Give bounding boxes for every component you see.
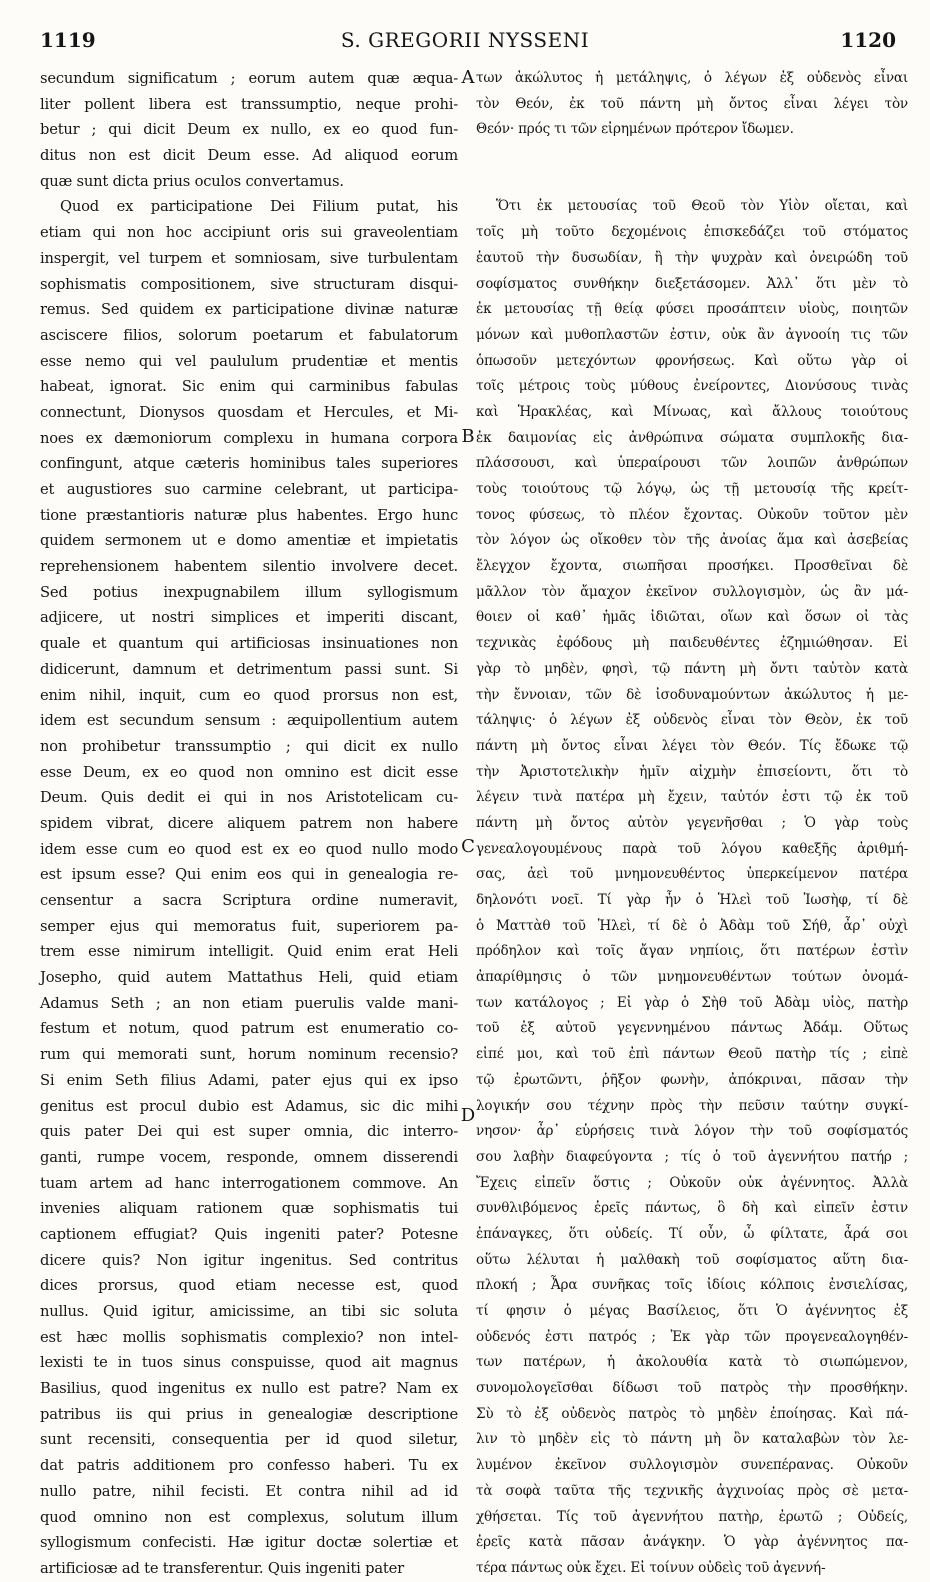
- latin-text-line: adjicere, ut nostri simplices et imperiti discant,: [40, 609, 458, 627]
- latin-text-column: [40, 66, 458, 1582]
- greek-text-line: τῷ ἐρωτῶντι, ῥῆξον φωνὴν, ἀπόκριναι, πᾶσαν τὴν: [476, 1071, 908, 1088]
- latin-text-line: est hæc mollis sophismatis complexio? non intel-: [40, 1328, 458, 1346]
- latin-text-line: est ipsum esse? Qui enim eos qui in genealogia re-: [40, 866, 458, 884]
- latin-text-line: didicerunt, damnum et detrimentum passi sunt. Si: [40, 660, 458, 678]
- greek-text-line: ἀπαρίθμησις ὁ τῶν μνημονευθέντων τούτων ὀνομά-: [476, 969, 908, 986]
- latin-text-line: tione præstantioris naturæ plus habentes. Ergo hunc: [40, 506, 458, 524]
- greek-text-line: ἐπάναγκες, ὅτι οὐδείς. Τί οὖν, ὦ φίλτατε, ἆρά σοι: [476, 1225, 908, 1242]
- latin-text-line: quale et quantum qui artificiosas insinuationes non: [40, 635, 458, 653]
- latin-text-line: rum qui memorati sunt, horum nominum recensio?: [40, 1046, 458, 1064]
- greek-text-line: οὐδενός ἐστι πατρός ; Ἐκ γὰρ τῶν προγενεαλογηθέν-: [476, 1328, 908, 1345]
- greek-text-line: Ὅτι ἐκ μετουσίας τοῦ Θεοῦ τὸν Υἱὸν οἴεται, καὶ: [496, 198, 908, 215]
- greek-text-line: οὕτω λέλυται ἡ μαλθακὴ τοῦ σοφίσματος αὕτη δια-: [476, 1251, 908, 1268]
- latin-text-line: asciscere filios, solorum poetarum et fabulatorum: [40, 326, 458, 344]
- latin-text-line: dat patris additionem pro confesso haberi. Tu ex: [40, 1457, 458, 1475]
- greek-text-line: γὰρ τὸ μηδὲν, φησὶ, τῷ πάντη μὴ ὄντι ταὐτὸν κατὰ: [476, 660, 908, 677]
- latin-text-line: trem esse nimirum intelligit. Quid enim erat Heli: [40, 943, 458, 961]
- section-marker-a: A: [461, 67, 475, 88]
- latin-text-line: Basilius, quod ingenitus ex nullo est patre? Nam ex: [40, 1380, 458, 1398]
- latin-text-line: esse Deum, ex eo quod non omnino est dicit esse: [40, 763, 458, 781]
- greek-text-line: λιν τὸ μηδὲν εἰς τὸ πάντη μὴ ὂν καταλαβὼν τὸν λε-: [476, 1431, 908, 1448]
- latin-text-line: inspergit, vel turpem et somniosam, sive turbulentam: [40, 249, 458, 267]
- latin-text-line: censentur a sacra Scriptura ordine numeravit,: [40, 892, 458, 909]
- latin-text-line: connectunt, Dionysos quosdam et Hercules, et Mi-: [40, 403, 458, 421]
- greek-text-line: χθήσεται. Τίς τοῦ ἀγεννήτου πατὴρ, ἐρωτῶ ; Οὐδείς,: [476, 1508, 908, 1525]
- latin-text-line: Sed potius inexpugnabilem illum syllogismum: [40, 583, 458, 601]
- greek-text-line: ἔλεγχον ἔχοντα, σιωπῆσαι προσήκει. Προσθεῖναι δὲ: [476, 558, 908, 575]
- greek-text-line: Θεόν· πρός τι τῶν εἰρημένων πρότερον ἴδωμεν.: [476, 121, 794, 138]
- latin-text-line: betur ; qui dicit Deum ex nullo, ex eo quod fun-: [40, 121, 458, 139]
- latin-text-line: idem est secundum sensum : æquipollentium autem: [40, 712, 458, 730]
- greek-text-line: τὴν ἔννοιαν, τῶν δὲ ἰσοδυναμούντων ἀκώλυτος ἡ με-: [476, 686, 908, 703]
- greek-text-line: τοῖς μὴ τοῦτο δεχομένοις ἐπισκεδάζει τοῦ στόματος: [476, 224, 908, 241]
- greek-text-column: [476, 66, 908, 1582]
- section-marker-b: B: [461, 426, 475, 447]
- greek-text-line: καὶ Ἡρακλέας, καὶ Μίνωας, καὶ ἄλλους τοιούτους: [476, 403, 908, 420]
- latin-text-line: captionem effugiat? Quis ingeniti pater? Potesne: [40, 1225, 458, 1243]
- greek-text-line: ἐκ μετουσίας τῇ θείᾳ φύσει προσάπτειν υἱοὺς, ποιητῶν: [476, 301, 908, 318]
- latin-text-line: secundum significatum ; eorum autem quæ æqua-: [40, 70, 458, 87]
- greek-text-line: τὸν Θεόν, ἐκ τοῦ πάντη μὴ ὄντος εἶναι λέγει τὸν: [476, 95, 908, 112]
- greek-text-line: τὴν Ἀριστοτελικὴν ἡμῖν αἰχμὴν ἐπισείοντι, ὅτι τὸ: [476, 763, 908, 780]
- greek-text-line: νησον· ἆρ᾽ εὑρήσεις τινὰ λόγον τὴν τοῦ σοφίσματός: [476, 1123, 908, 1140]
- latin-text-line: artificiosæ ad te transferentur. Quis ingeniti pater: [40, 1559, 404, 1577]
- latin-text-line: quis pater Dei qui est super omnia, dic interro-: [40, 1123, 458, 1141]
- latin-text-line: quæ sunt dicta prius oculos convertamus.: [40, 172, 344, 190]
- greek-text-line: σας, ἀεὶ τοῦ μνημονευθέντος ὑπερκείμενον πατέρα: [476, 866, 908, 883]
- greek-text-line: τεχνικὰς ἐφόδους μὴ παιδευθέντες ἐζημιώθησαν. Εἰ: [476, 635, 908, 652]
- greek-text-line: συνομολογεῖσθαι δίδωσι τοῦ πατρὸς τὴν προσθήκην.: [476, 1380, 908, 1397]
- latin-text-line: etiam qui non hoc accipiunt oris sui graveolentiam: [40, 224, 458, 242]
- latin-text-line: sunt recensiti, consequentia per id quod siletur,: [40, 1431, 458, 1449]
- greek-text-line: των ἀκώλυτος ἡ μετάληψις, ὁ λέγων ἐξ οὐδενὸς εἶναι: [476, 70, 908, 86]
- latin-text-line: patribus iis qui prius in genealogiæ descriptione: [40, 1405, 458, 1423]
- latin-text-line: liter pollent libera est transsumptio, neque prohi-: [40, 95, 458, 113]
- latin-text-line: non prohibetur transsumptio ; qui dicit ex nullo: [40, 737, 458, 755]
- latin-text-line: reprehensionem habentem silentio involvere decet.: [40, 558, 458, 576]
- latin-text-line: festum et notum, quod patrum est enumeratio co-: [40, 1020, 458, 1038]
- latin-text-line: habeat, ignorat. Sic enim qui carminibus fabulas: [40, 378, 458, 396]
- greek-text-line: ὁπωσοῦν μετεχόντων φρονήσεως. Καὶ οὕτω γὰρ οἱ: [476, 352, 908, 369]
- greek-text-line: των πατέρων, ἡ ἀκολουθία κατὰ τὸ σιωπώμενον,: [476, 1354, 908, 1371]
- latin-text-line: syllogismum confecisti. Hæ igitur doctæ solertiæ et: [40, 1534, 458, 1552]
- latin-text-line: confingunt, atque cæteris hominibus tales superiores: [40, 455, 458, 473]
- latin-text-line: tuam artem ad hanc interrogationem commove. An: [40, 1174, 458, 1192]
- greek-text-line: ἑαυτοῦ τὴν δυσωδίαν, ἢ τὴν ψυχρὰν καὶ ὀνειρώδη τοῦ: [476, 249, 908, 266]
- greek-text-line: [476, 169, 908, 195]
- greek-text-line: τὸν λόγον ὡς οἴκοθεν τὸν τῆς ἀνοίας ἅμα καὶ ἀσεβείας: [476, 532, 908, 549]
- greek-text-line: σοφίσματος συνθήκην διεξετάσομεν. Ἀλλ᾽ ὅτι μὲν τὸ: [476, 275, 908, 292]
- greek-text-line: ἐρεῖς κατὰ πᾶσαν ἀνάγκην. Ὁ γὰρ ἀγέννητος πα-: [476, 1534, 908, 1551]
- greek-text-line: των κατάλογος ; Εἰ γὰρ ὁ Σὴθ τοῦ Ἀδὰμ υἱὸς, πατὴρ: [476, 994, 908, 1011]
- latin-text-line: Quod ex participatione Dei Filium putat, his: [60, 198, 458, 216]
- greek-text-line: ἐκ δαιμονίας εἰς ἀνθρώπινα σώματα συμπλοκῆς δια-: [476, 429, 908, 446]
- greek-text-line: πρόδηλον καὶ τοῖς ἄγαν νηπίοις, ὅτι πατέρων ἐστὶν: [476, 943, 908, 960]
- column-number-left: 1119: [40, 28, 96, 52]
- greek-text-line: εἰπέ μοι, καὶ τοῦ ἐπὶ πάντων Θεοῦ πατὴρ τίς ; εἰπὲ: [476, 1046, 908, 1063]
- greek-text-line: τονος φύσεως, τὸ πλέον ἔχοντας. Οὐκοῦν τοῦτον μὲν: [476, 506, 908, 523]
- greek-text-line: πλάσσουσι, καὶ ὑπεραίρουσι τῶν λοιπῶν ἀνθρώπων: [476, 455, 908, 472]
- greek-text-line: [476, 143, 908, 169]
- greek-text-line: τέρα πάντως οὐκ ἔχει. Εἰ τοίνυν οὐδεὶς τοῦ ἀγεννή-: [476, 1559, 826, 1576]
- greek-text-line: τοῦ ἐξ αὐτοῦ γεγεννημένου πάντως Ἀδάμ. Οὕτως: [476, 1020, 908, 1037]
- greek-text-line: τοὺς τοιούτους τῷ λόγῳ, ὡς τῇ μετουσίᾳ τῆς κρείτ-: [476, 481, 908, 497]
- latin-text-line: quidem sermonem ut e domo amentiæ et impietatis: [40, 532, 458, 550]
- greek-text-line: τὰ σοφὰ ταῦτα τῆς τεχνικῆς ἀγχινοίας πρὸς σὲ μετα-: [476, 1482, 908, 1499]
- greek-text-line: λυμένον ἐκεῖνον συλλογισμὸν συνεπέρανας. Οὐκοῦν: [476, 1457, 908, 1474]
- greek-text-line: τί φησιν ὁ μέγας Βασίλειος, ὅτι Ὁ ἀγέννητος ἐξ: [476, 1303, 908, 1319]
- latin-text-line: et augustiores suo carmine celebrant, ut participa-: [40, 481, 458, 498]
- greek-text-line: Ἔχεις εἰπεῖν ὅστις ; Οὐκοῦν οὐκ ἀγέννητος. Ἀλλὰ: [476, 1174, 908, 1191]
- section-marker-c: C: [461, 836, 475, 857]
- latin-text-line: esse nemo qui vel paululum prudentiæ et mentis: [40, 352, 458, 370]
- latin-text-line: nullus. Quid igitur, amicissime, an tibi sic soluta: [40, 1303, 458, 1320]
- latin-text-line: lexisti te in tuos sinus conspuisse, quod ait magnus: [40, 1354, 458, 1372]
- latin-text-line: nullo patre, nihil fecisti. Et contra nihil ad id: [40, 1482, 458, 1500]
- greek-text-line: λογικήν σου τέχνην πρὸς τὴν πεῦσιν ταύτην συγκί-: [476, 1097, 908, 1114]
- latin-text-line: dicere quis? Non igitur ingenitus. Sed contritus: [40, 1251, 458, 1269]
- latin-text-line: dices prorsus, quod etiam necesse est, quod: [40, 1277, 458, 1295]
- latin-text-line: idem esse cum eo quod est ex eo quod nullo modo: [40, 840, 458, 858]
- column-number-right: 1120: [840, 28, 896, 52]
- latin-text-line: noes ex dæmoniorum complexu in humana corpora: [40, 429, 458, 447]
- latin-text-line: ganti, rumpe vocem, responde, omnem disserendi: [40, 1148, 458, 1166]
- latin-text-line: remus. Sed quidem ex participatione divinæ naturæ: [40, 301, 458, 319]
- latin-text-line: ditus non est dicit Deum esse. Ad aliquod eorum: [40, 147, 458, 165]
- latin-text-line: Josepho, quid autem Mattathus Heli, quid etiam: [40, 969, 458, 987]
- greek-text-line: τάληψις· ὁ λέγων ἐξ οὐδενὸς εἶναι τὸν Θεὸν, ἐκ τοῦ: [476, 712, 908, 729]
- section-marker-d: D: [460, 1105, 476, 1126]
- latin-text-line: genitus est procul dubio est Adamus, sic dic mihi: [40, 1097, 458, 1115]
- greek-text-line: ὁ Ματτὰθ τοῦ Ἡλεὶ, τί δὲ ὁ Ἀδὰμ τοῦ Σήθ, ἆρ᾽ οὐχὶ: [476, 917, 908, 934]
- greek-text-line: Σὺ τὸ ἐξ οὐδενὸς πατρὸς τὸ μηδὲν ἐποίησας. Καὶ πά-: [476, 1405, 908, 1422]
- greek-text-line: λέγειν τινὰ πατέρα μὴ ἔχειν, ταὐτόν ἐστι τῷ ἐκ τοῦ: [476, 789, 908, 806]
- greek-text-line: θοιεν οἱ καθ᾽ ἡμᾶς ἰδιῶται, οἵων καὶ ὅσων οἱ τὰς: [476, 609, 908, 626]
- latin-text-line: spidem vibrat, dicere aliquem patrem non habere: [40, 814, 458, 832]
- greek-text-line: γενεαλογουμένους παρὰ τοῦ λόγου καθεξῆς ἀριθμή-: [476, 840, 908, 857]
- greek-text-line: συνθλιβόμενος ἐρεῖς πάντως, ὃ δὴ καὶ εἰπεῖν ἐστιν: [476, 1200, 908, 1217]
- greek-text-line: μόνων καὶ μυθοπλαστῶν ἐστιν, οὐκ ἂν ἀγνοοίη τις τῶν: [476, 326, 908, 343]
- latin-text-line: invenies aliquam rationem quæ sophismatis tui: [40, 1200, 458, 1218]
- latin-text-line: sophismatis compositionem, sive structuram disqui-: [40, 275, 458, 293]
- latin-text-line: Deum. Quis dedit ei qui in nos Aristotelicam cu-: [40, 789, 458, 807]
- greek-text-line: τοῖς μέτροις τοὺς μύθους ἐνείροντες, Διονύσους τινὰς: [476, 378, 908, 395]
- greek-text-line: πάντη μὴ ὄντος εἶναι λέγει τὸν Θεόν. Τίς ἔδωκε τῷ: [476, 737, 908, 754]
- greek-text-line: σου λαβὴν διαφεύγοντα ; τίς ὁ τοῦ ἀγεννήτου πατήρ ;: [476, 1148, 908, 1165]
- greek-text-line: πάντη μὴ ὄντος αὐτὸν γεγενῆσθαι ; Ὁ γὰρ τοὺς: [476, 814, 908, 831]
- greek-text-line: πλοκή ; Ἆρα συνῆκας τοῖς ἰδίοις κόλποις ἐνσιελίσας,: [476, 1277, 908, 1294]
- greek-text-line: δηλονότι νοεῖ. Τί γὰρ ἦν ὁ Ἡλεὶ τοῦ Ἰωσὴφ, τί δὲ: [476, 892, 908, 908]
- latin-text-line: enim nihil, inquit, cum eo quod prorsus non est,: [40, 686, 458, 704]
- latin-text-line: quod omnino non est complexus, solutum illum: [40, 1508, 458, 1526]
- latin-text-line: Adamus Seth ; an non etiam puerulis valde mani-: [40, 994, 458, 1012]
- running-title: S. GREGORII NYSSENI: [340, 28, 590, 52]
- greek-text-line: μᾶλλον τὸν ἄμαχον ἐκεῖνον συλλογισμὸν, ὡς ἂν μά-: [476, 583, 908, 600]
- latin-text-line: semper ejus qui memoratus fuit, superiorem pa-: [40, 917, 458, 935]
- latin-text-line: Si enim Seth filius Adami, pater ejus qui ex ipso: [40, 1071, 458, 1089]
